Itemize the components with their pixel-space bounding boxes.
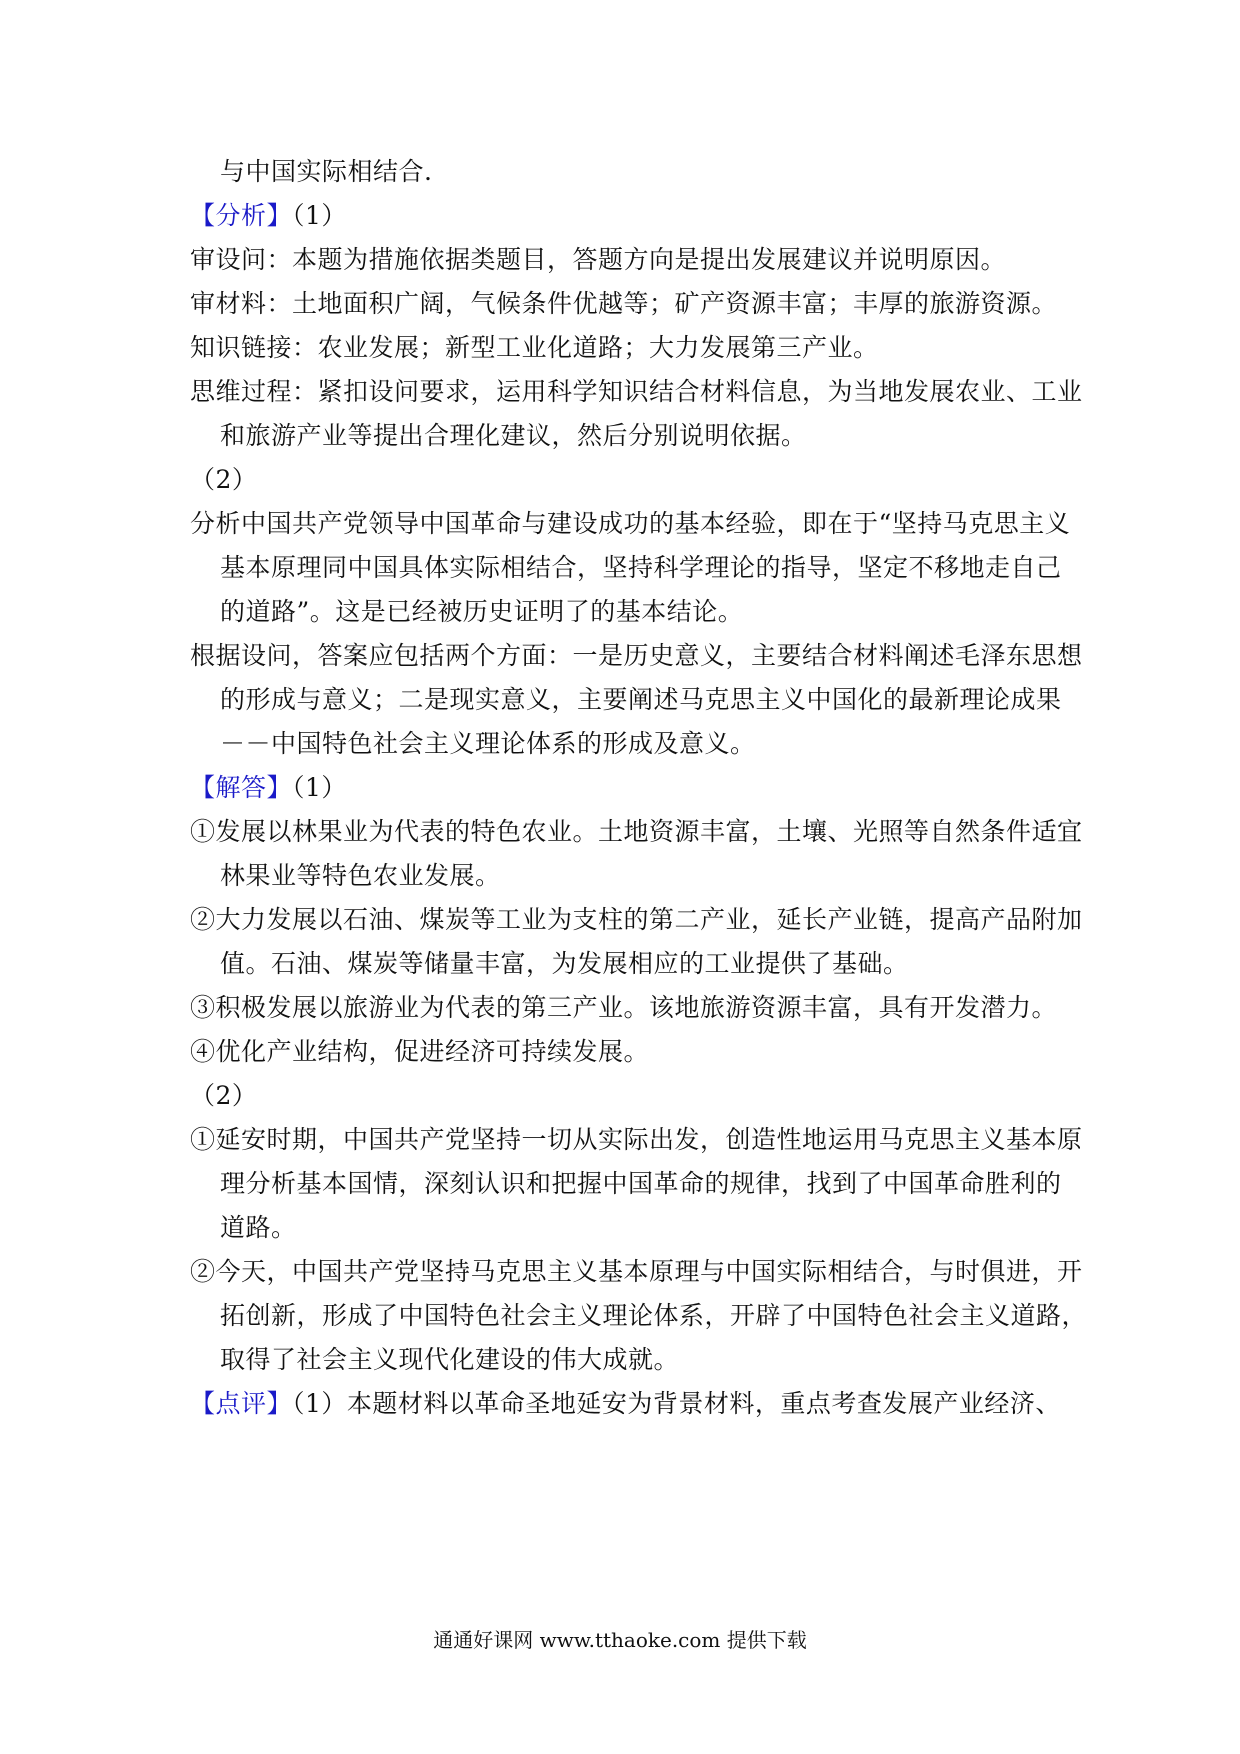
text-line: ①延安时期，中国共产党坚持一切从实际出发，创造性地运用马克思主义基本原 [190,1125,1083,1154]
text-line: 林果业等特色农业发展。 [220,861,501,890]
text-line: 知识链接：农业发展；新型工业化道路；大力发展第三产业。 [190,333,879,362]
text-line: 基本原理同中国具体实际相结合，坚持科学理论的指导，坚定不移地走自己 [220,553,1062,582]
text-line: 审材料：土地面积广阔，气候条件优越等；矿产资源丰富；丰厚的旅游资源。 [190,289,1058,318]
text-line: 根据设问，答案应包括两个方面：一是历史意义，主要结合材料阐述毛泽东思想 [190,641,1083,670]
text-line: （2） [190,465,258,494]
text-line: 审设问：本题为措施依据类题目，答题方向是提出发展建议并说明原因。 [190,245,1007,274]
text-line: 取得了社会主义现代化建设的伟大成就。 [220,1345,680,1374]
text-line: －－中国特色社会主义理论体系的形成及意义。 [220,729,756,758]
page-footer: 通通好课网 www.tthaoke.com 提供下载 [433,1628,807,1652]
text-line: 理分析基本国情，深刻认识和把握中国革命的规律，找到了中国革命胜利的 [220,1169,1062,1198]
text-line: ①发展以林果业为代表的特色农业。土地资源丰富，土壤、光照等自然条件适宜 [190,817,1083,846]
text-line: 分析中国共产党领导中国革命与建设成功的基本经验，即在于“坚持马克思主义 [190,509,1071,538]
text-line: 值。石油、煤炭等储量丰富，为发展相应的工业提供了基础。 [220,949,909,978]
text-line: 与中国实际相结合. [220,157,433,186]
analysis-label: 【分析】 [190,201,293,230]
text-line: ④优化产业结构，促进经济可持续发展。 [190,1037,650,1066]
text-line: 的形成与意义；二是现实意义，主要阐述马克思主义中国化的最新理论成果 [220,685,1062,714]
section-heading-analysis: 【分析】（1） [190,201,347,230]
text-line: ②今天，中国共产党坚持马克思主义基本原理与中国实际相结合，与时俱进，开 [190,1257,1083,1286]
text-line: 和旅游产业等提出合理化建议，然后分别说明依据。 [220,421,807,450]
section-heading-comment: 【点评】（1）本题材料以革命圣地延安为背景材料，重点考查发展产业经济、 [190,1389,1061,1418]
comment-label: 【点评】 [190,1389,293,1418]
text-line: 道路。 [220,1213,297,1242]
text-line: （2） [190,1081,258,1110]
section-heading-answer: 【解答】（1） [190,773,347,802]
answer-label: 【解答】 [190,773,293,802]
text-line: 的道路”。这是已经被历史证明了的基本结论。 [220,597,744,626]
text-line: ②大力发展以石油、煤炭等工业为支柱的第二产业，延长产业链，提高产品附加 [190,905,1083,934]
text-line: 思维过程：紧扣设问要求，运用科学知识结合材料信息，为当地发展农业、工业 [190,377,1083,406]
text-line: 拓创新，形成了中国特色社会主义理论体系，开辟了中国特色社会主义道路， [220,1301,1088,1330]
text-line: ③积极发展以旅游业为代表的第三产业。该地旅游资源丰富，具有开发潜力。 [190,993,1058,1022]
